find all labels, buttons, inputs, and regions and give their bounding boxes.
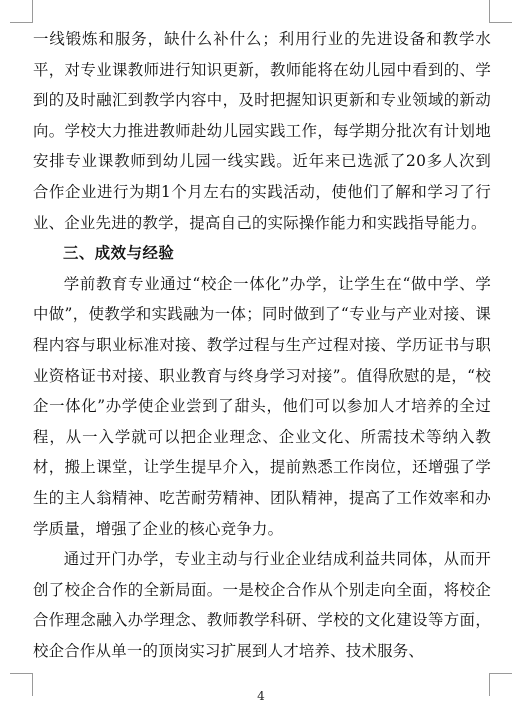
paragraph-continued: 一线锻炼和服务，缺什么补什么；利用行业的先进设备和教学水平，对专业课教师进行知识更新，教师能将在幼儿园中看到的、学到的及时融汇到教学内容中，及时把握知识更新和专业领域的新动向。学校大力推进教师赴幼儿园实践工作，每学期分批次有计划地安排专业课教师到幼儿园一线实践。近年来已选派了20多人次到合作企业进行为期1个月左右的实践活动，使他们了解和学习了行业、企业先进的教学，提高自己的实际操作能力和实践指导能力。 xyxy=(33,30,491,232)
crop-mark-top-left xyxy=(10,0,33,23)
page-number: 4 xyxy=(257,689,265,703)
section-heading: 三、成效与经验 xyxy=(63,244,175,263)
crop-mark-top-right xyxy=(489,0,512,23)
paragraph-open-schooling: 通过开门办学，专业主动与行业企业结成利益共同体，从而开创了校企合作的全新局面。一是校企合作从个别走向全面，将校企合作理念融入办学理念、教师教学科研、学校的文化建设等方面，校企合作从单一的顶岗实习扩展到人才培养、技术服务、 xyxy=(33,550,491,660)
paragraph-results: 学前教育专业通过“校企一体化”办学，让学生在“做中学、学中做”，使教学和实践融为一体；同时做到了“专业与产业对接、课程内容与职业标准对接、教学过程与生产过程对接、学历证书与职业资格证书对接、职业教育与终身学习对接”。值得欣慰的是，“校企一体化”办学使企业尝到了甜头，他们可以参加人才培养的全过程，从一入学就可以把企业理念、企业文化、所需技术等纳入教材，搬上课堂，让学生提早介入，提前熟悉工作岗位，还增强了学生的主人翁精神、吃苦耐劳精神、团队精神，提高了工作效率和办学质量，增强了企业的核心竞争力。 xyxy=(33,274,491,538)
body-text xyxy=(33,24,491,666)
